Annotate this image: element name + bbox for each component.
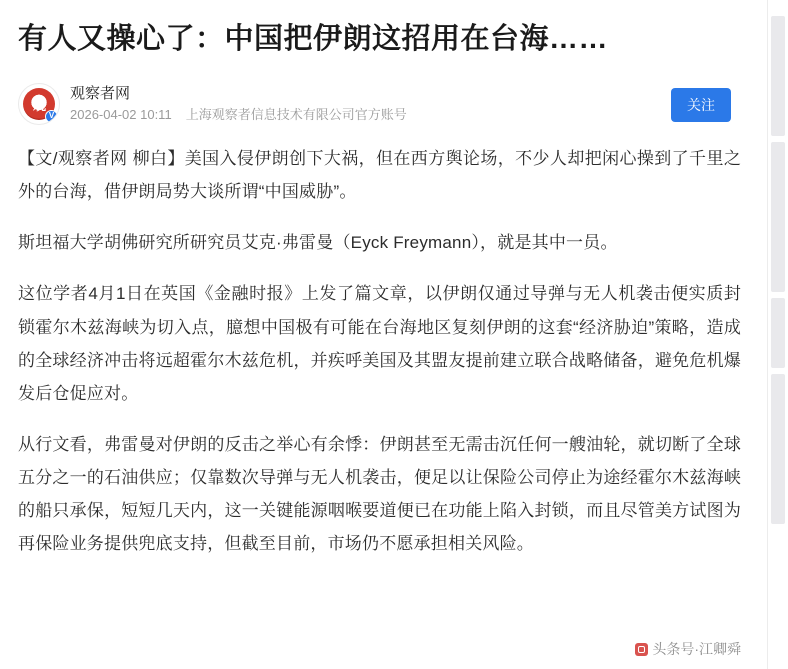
- meta-row: [70, 106, 407, 124]
- sidebar: [767, 0, 788, 669]
- publish-date: 2026-04-02 10:11: [70, 107, 172, 123]
- sidebar-card[interactable]: [771, 298, 785, 368]
- paragraph: 斯坦福大学胡佛研究所研究员艾克·弗雷曼（Eyck Freymann），就是其中一员。: [18, 233, 618, 253]
- byline: [18, 82, 741, 126]
- paragraph: 【文/观察者网 柳白】美国入侵伊朗创下大祸，但在西方舆论场，不少人却把闲心操到了千里之外的台海，借伊朗局势大谈所谓“中国威胁”。: [18, 149, 742, 202]
- author-name[interactable]: 观察者网: [70, 85, 131, 103]
- sidebar-card[interactable]: [771, 374, 785, 524]
- avatar-initial: 观: [32, 97, 45, 113]
- paragraph: 从行文看，弗雷曼对伊朗的反击之举心有余悸：伊朗甚至无需击沉任何一艘油轮，就切断了全球五分之一的石油供应；仅靠数次导弹与无人机袭击，便足以让保险公司停止为途经霍尔木兹海峡的船只承保，短短几天内，这一关键能源咽喉要道便已在功能上陷入封锁，而且尽管美方试图为再保险业务提供兜底支持，但截至目前，市场仍不愿承担相关风险。: [18, 435, 742, 554]
- page-title: 有人又操心了：中国把伊朗这招用在台海……: [18, 23, 609, 55]
- sidebar-card[interactable]: [771, 16, 785, 136]
- watermark: [635, 639, 741, 659]
- follow-button[interactable]: 关注: [671, 88, 731, 122]
- byline-text: [70, 84, 407, 124]
- verified-badge-icon: V: [45, 110, 58, 123]
- paragraph: 这位学者4月1日在英国《金融时报》上发了篇文章，以伊朗仅通过导弹与无人机袭击便实质封锁霍尔木兹海峡为切入点，臆想中国极有可能在台海地区复刻伊朗的这套“经济胁迫”策略，造成的全球经济冲击将远超霍尔木兹危机，并疾呼美国及其盟友提前建立联合战略储备，避免危机爆发后仓促应对。: [18, 284, 742, 403]
- article-body: [18, 142, 741, 561]
- sidebar-card[interactable]: [771, 142, 785, 292]
- avatar[interactable]: [18, 83, 60, 125]
- organization-label: 上海观察者信息技术有限公司官方账号: [185, 107, 407, 123]
- toutiao-icon: [635, 643, 648, 656]
- watermark-label: 头条号·江卿舜: [652, 641, 742, 657]
